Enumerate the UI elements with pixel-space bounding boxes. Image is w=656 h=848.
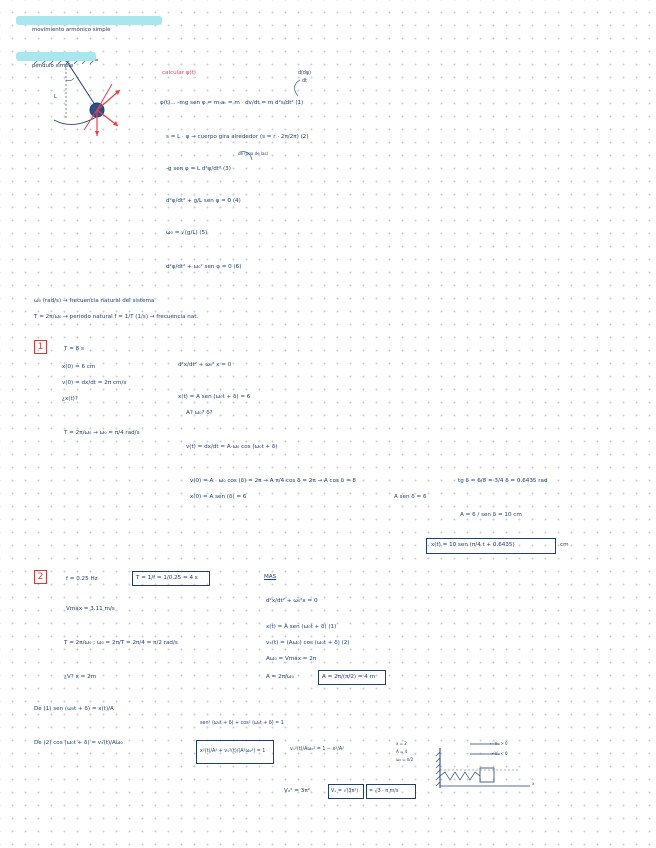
p2-diag-x: x [532, 781, 535, 786]
subtitle-highlight [16, 52, 96, 69]
p2-vmax: Vmáx = 3.11 m/s [66, 606, 115, 612]
p2-de1: De (1) sen (ω₀t + δ) = x(t)/A [34, 706, 114, 712]
p1-tg: tg δ = 6/8 = 3/4 δ = 0.6435 rad [458, 478, 548, 484]
problem-2-number: 2 [34, 570, 47, 584]
p2-mas-x: x(t) = A sen (ω₀t + δ) (1) [266, 624, 337, 630]
p1-a-sen: A sen δ = 6 [394, 494, 427, 500]
page-title: movimiento armónico simple [32, 27, 111, 33]
p1-v0-eq: v(0) = A · ω₀ cos (δ) = 2π → A π/4 cos δ = 2π → A cos δ = 8 [190, 478, 356, 484]
svg-text:L: L [54, 94, 57, 100]
p2-mas-vmax: Aω₀ = Vmáx = 2π [266, 656, 317, 662]
p2-question: ¿V? x = 2m [64, 674, 97, 680]
period-line: T = 2π/ω₀ → periodo natural f = 1/T (1/s) → frecuencia nat. [34, 314, 199, 320]
p1-x-eq: x(t) = A sen (ω₀t + δ) = 6 [178, 394, 251, 400]
eq-note: de (una de las) [238, 151, 269, 156]
p2-period-eq: T = 2π/ω₀ ; ω₀ = 2π/T = 2π/4 = π/2 rad/s [64, 640, 178, 646]
p2-mas-a: A = 2π/ω₀ [266, 674, 294, 680]
p2-cond-omega: ω₀ = π/2 [396, 757, 414, 762]
calc-label: calcular φ(t) [162, 70, 196, 76]
p2-amp: A = 2π/(π/2) = 4 m [322, 674, 376, 680]
p1-question: ¿x(t)? [62, 396, 78, 402]
p1-given-v0: v(0) = dx/dt = 2π cm/s [62, 380, 127, 386]
p1-given-period: T = 8 s [64, 346, 84, 352]
d-den: dt [302, 79, 307, 84]
eq-6: d²φ/dt² + ω₀² sen φ = 0 (6) [166, 264, 242, 270]
p1-omega: T = 2π/ω₀ → ω₀ = π/4 rad/s [64, 430, 140, 436]
p2-final-box-1 [328, 784, 364, 799]
p2-final: Vₓ² = 3π² [284, 788, 310, 794]
p2-final-1: Vₓ = √(3π²) [331, 789, 359, 794]
p1-given-x0: x(0) = 6 cm [62, 364, 96, 370]
eq-4: d²φ/dt² + g/L sen φ = 0 (4) [166, 198, 241, 204]
p2-diag-v-left: ← Vₓ > 0 [490, 741, 508, 746]
p1-v-eq: v(t) = dx/dt = A·ω₀ cos (ω₀t + δ) [186, 444, 278, 450]
eq-1: φ(t)... -mg sen φ = m·aₜ = m · dv/dt = m d²s/dt² (1) [160, 100, 304, 106]
p1-answer-box [426, 538, 556, 554]
page-subtitle: péndulo simple [32, 63, 74, 69]
p2-mas-diff: d²x/dt² + ω₀²x = 0 [266, 598, 318, 604]
p1-amplitude: A = 6 / sen δ = 10 cm [460, 512, 522, 518]
eq-3: -g sen φ = L d²φ/dt² (3) [166, 166, 231, 172]
p2-period: T = 1/f = 1/0.25 = 4 s [136, 575, 198, 581]
p2-mid-eq: vₓ²(t)/Aω₀² = 1 − x²/A² [290, 747, 345, 752]
p2-diag-v-right: → Vₓ < 0 [490, 751, 508, 756]
p1-unknowns: A? ω₀? δ? [186, 410, 213, 416]
freq-line: ω₀ (rad/s) → frecuencia natural del sistema [34, 298, 155, 304]
p2-final-2: = √3 · π m/s [369, 789, 399, 794]
d-label: d(dφ) [298, 71, 311, 76]
p2-de2: De (2) cos (ω₀t + δ) = vₓ(t)/Aω₀ [34, 740, 123, 746]
p2-main-box [196, 740, 274, 764]
p2-identity: sen² (ω₀t + δ) + cos² (ω₀t + δ) = 1 [200, 721, 284, 726]
p2-cond-a: A = 4 [396, 749, 408, 754]
eq-5: ω₀ = √(g/L) (5) [166, 230, 208, 236]
p1-diff-eq: d²x/dt² + ω₀² x = 0 [178, 362, 232, 368]
eq-2: s = L · φ → cuerpo gira alrededor (s = r · 2π/2π) (2) [166, 134, 309, 140]
p2-mas-title: MAS [264, 574, 277, 580]
problem-1-number: 1 [34, 340, 47, 354]
p2-amp-box [318, 670, 386, 685]
p2-final-box-2 [366, 784, 416, 799]
title-highlight [16, 16, 162, 33]
p2-main-eq: x²(t)/A² + vₓ²(t)/(A²ω₀²) = 1 [200, 749, 266, 754]
p2-period-box [132, 571, 210, 586]
p1-x0-eq: x(0) = A sen (δ) = 6 [190, 494, 247, 500]
p1-answer-unit: cm [560, 542, 569, 548]
p2-given-freq: f = 0.25 Hz [66, 576, 98, 582]
p2-mas-v: vₓ(t) = (Aω₀) cos (ω₀t + δ) (2) [266, 640, 350, 646]
p1-answer: x(t) = 10 sen (π/4 t + 0.6435) [431, 542, 515, 548]
p2-cond-x: x = 2 [396, 741, 407, 746]
